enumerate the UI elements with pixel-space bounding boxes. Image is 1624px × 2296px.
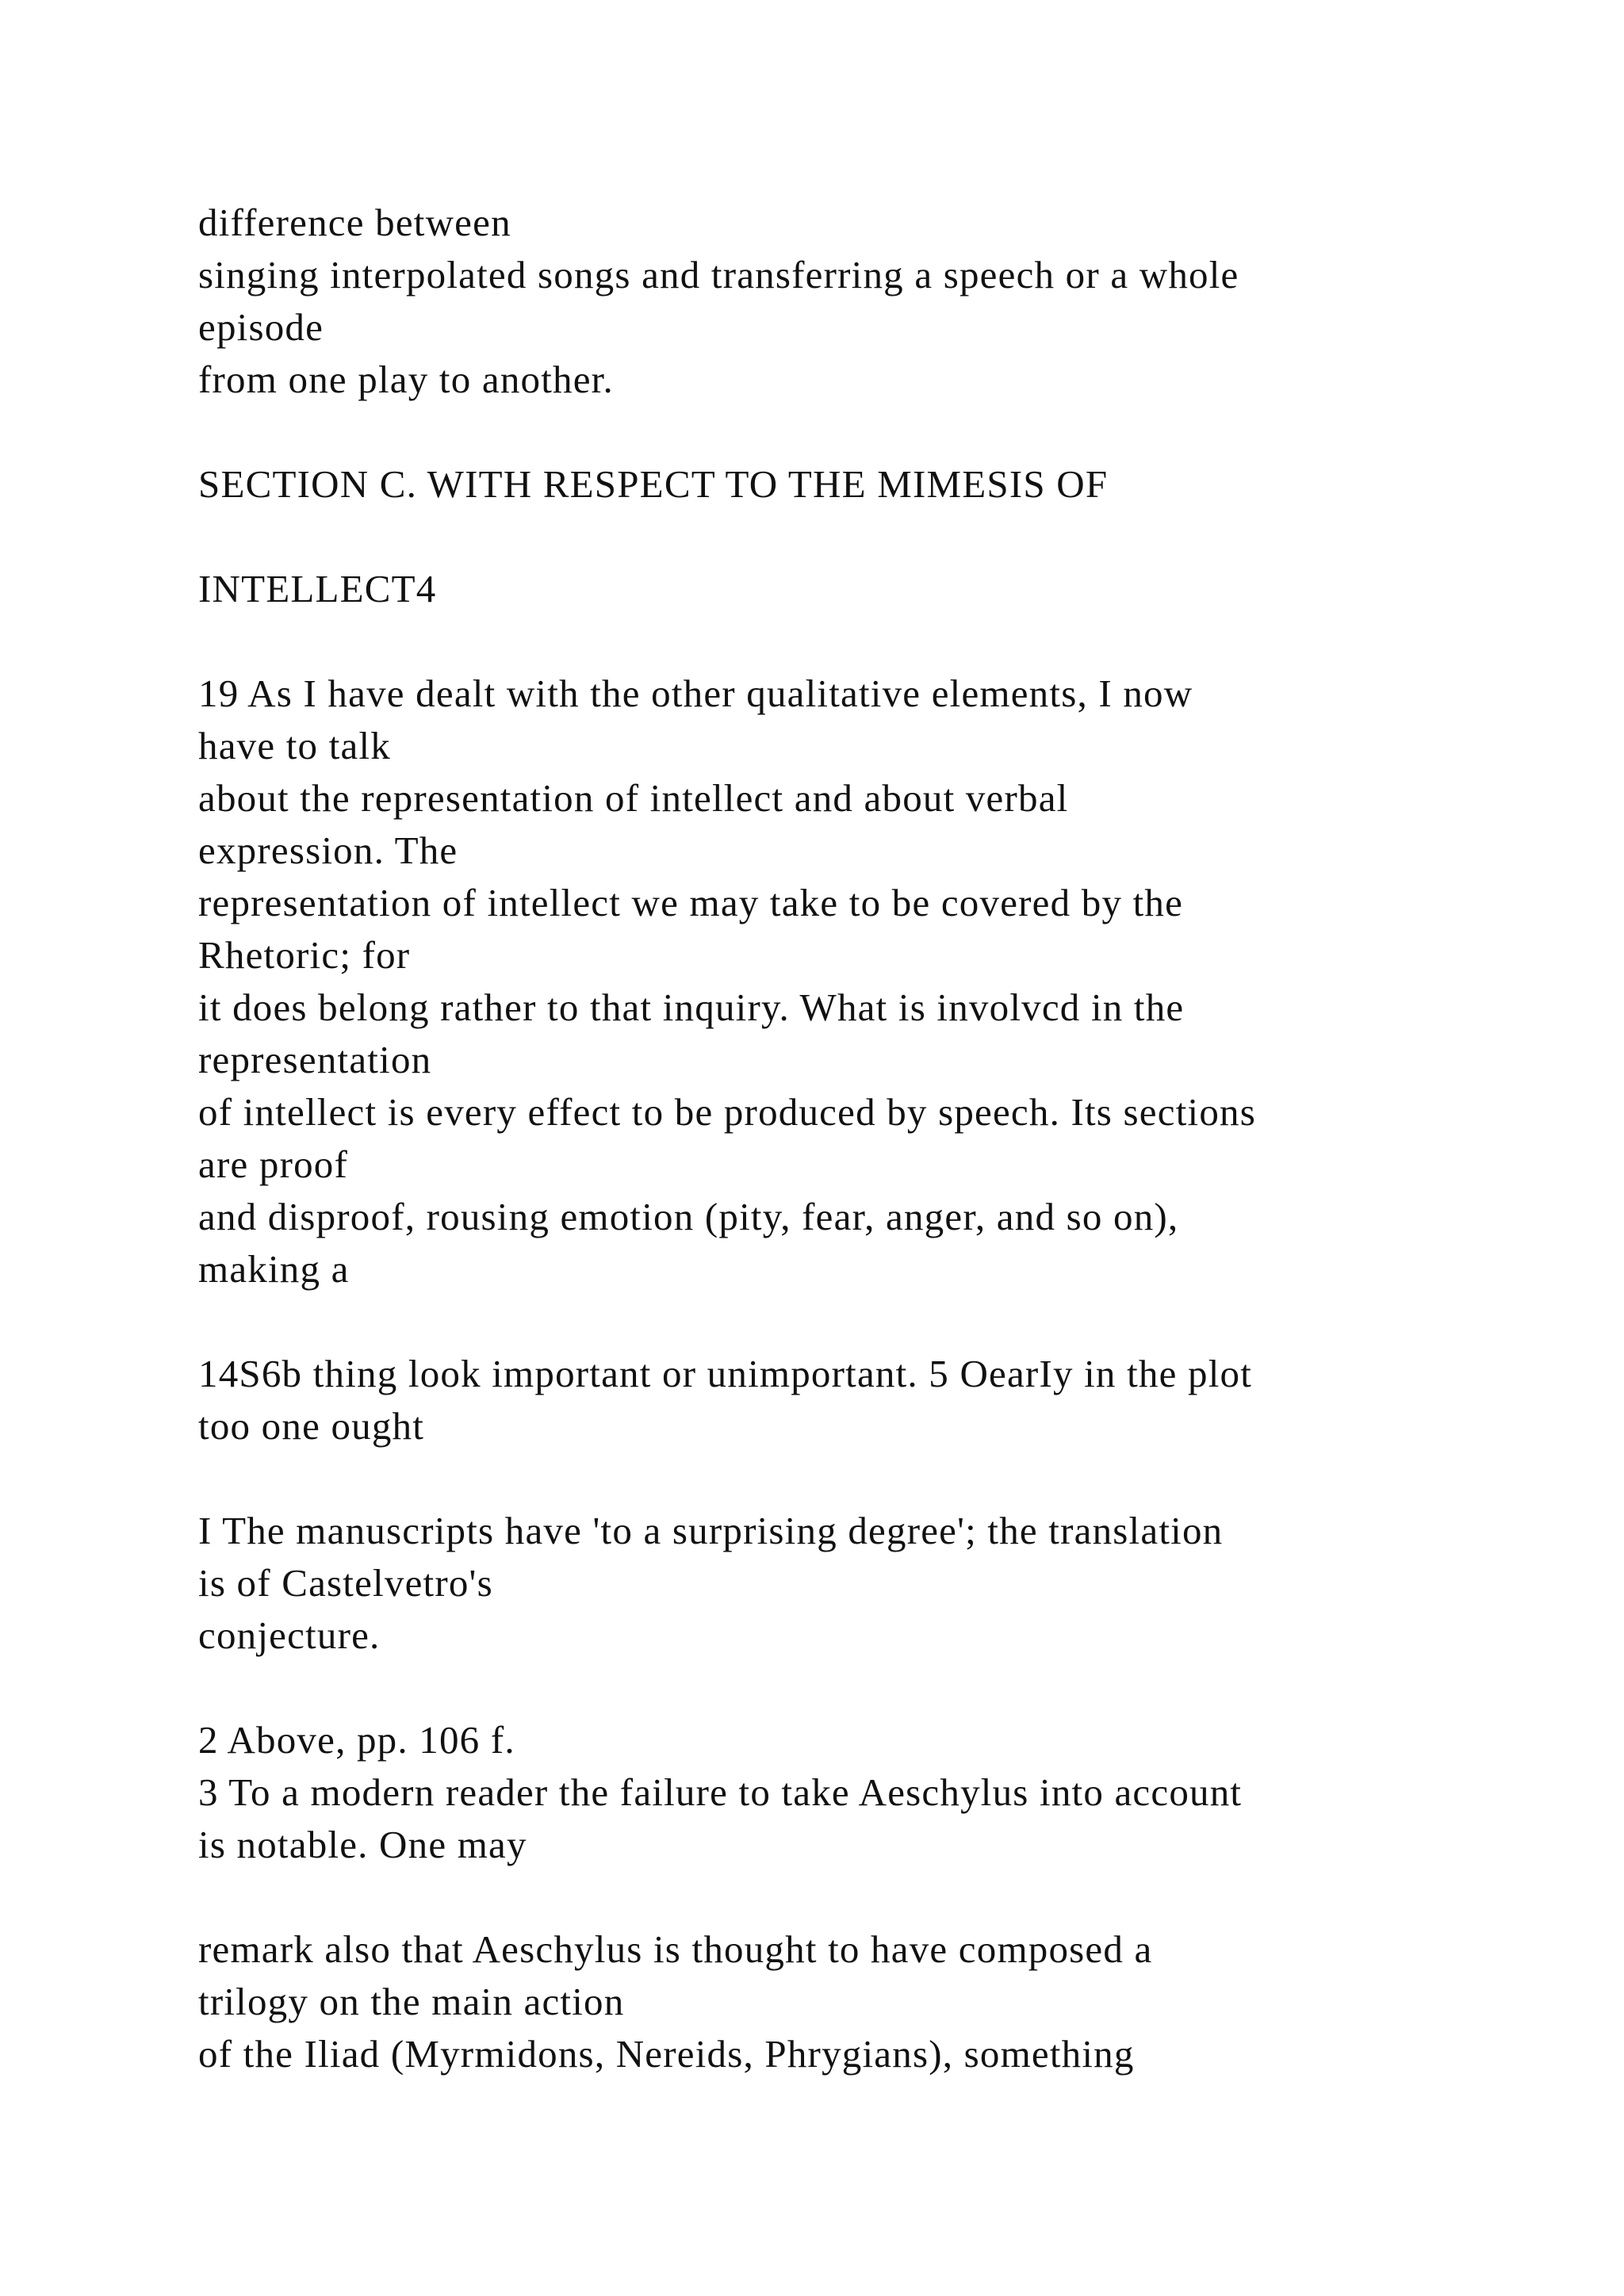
text-line: it does belong rather to that inquiry. What is involvcd in the bbox=[198, 985, 1185, 1029]
footnotes-2-3 bbox=[198, 1714, 1562, 1871]
text-line: have to talk bbox=[198, 724, 391, 767]
text-line: making a bbox=[198, 1247, 350, 1291]
text-line: is of Castelvetro's bbox=[198, 1561, 493, 1605]
text-line: of the Iliad (Myrmidons, Nereids, Phrygians), something bbox=[198, 2032, 1135, 2076]
section-heading-continued bbox=[198, 563, 1562, 615]
text-line: of intellect is every effect to be produced by speech. Its sections bbox=[198, 1090, 1256, 1134]
text-line: too one ought bbox=[198, 1404, 425, 1448]
paragraph-gap bbox=[198, 511, 1562, 563]
text-line: SECTION C. WITH RESPECT TO THE MIMESIS OF bbox=[198, 462, 1109, 506]
text-line: 3 To a modern reader the failure to take Aeschylus into account bbox=[198, 1770, 1243, 1814]
text-line: conjecture. bbox=[198, 1613, 381, 1657]
paragraph-gap bbox=[198, 615, 1562, 668]
footnote-3-continued bbox=[198, 1923, 1562, 2080]
text-line: difference between bbox=[198, 201, 511, 244]
paragraph-1456b bbox=[198, 1348, 1562, 1452]
text-line: INTELLECT4 bbox=[198, 567, 437, 610]
text-line: representation bbox=[198, 1038, 432, 1081]
text-line: episode bbox=[198, 305, 324, 349]
paragraph-continuation bbox=[198, 197, 1562, 406]
text-line: trilogy on the main action bbox=[198, 1980, 625, 2023]
paragraph-gap bbox=[198, 1662, 1562, 1714]
footnote-1 bbox=[198, 1505, 1562, 1662]
text-line: is notable. One may bbox=[198, 1823, 527, 1866]
text-line: I The manuscripts have 'to a surprising degree'; the translation bbox=[198, 1509, 1224, 1552]
text-line: representation of intellect we may take to be covered by the bbox=[198, 881, 1184, 924]
text-line: 2 Above, pp. 106 f. bbox=[198, 1718, 515, 1762]
text-line: expression. The bbox=[198, 828, 458, 872]
text-line: singing interpolated songs and transferring a speech or a whole bbox=[198, 253, 1239, 297]
paragraph-19 bbox=[198, 668, 1562, 1295]
text-line: are proof bbox=[198, 1142, 348, 1186]
text-line: 14S6b thing look important or unimportant. 5 OearIy in the plot bbox=[198, 1352, 1253, 1395]
section-heading bbox=[198, 458, 1562, 511]
text-line: from one play to another. bbox=[198, 358, 614, 401]
paragraph-gap bbox=[198, 1295, 1562, 1348]
paragraph-gap bbox=[198, 1452, 1562, 1505]
paragraph-gap bbox=[198, 1871, 1562, 1923]
text-line: 19 As I have dealt with the other qualitative elements, I now bbox=[198, 672, 1193, 715]
text-line: remark also that Aeschylus is thought to have composed a bbox=[198, 1927, 1153, 1971]
text-line: and disproof, rousing emotion (pity, fear, anger, and so on), bbox=[198, 1195, 1179, 1238]
document-page bbox=[198, 197, 1562, 2080]
text-line: Rhetoric; for bbox=[198, 933, 411, 977]
text-line: about the representation of intellect and about verbal bbox=[198, 776, 1069, 820]
paragraph-gap bbox=[198, 406, 1562, 458]
